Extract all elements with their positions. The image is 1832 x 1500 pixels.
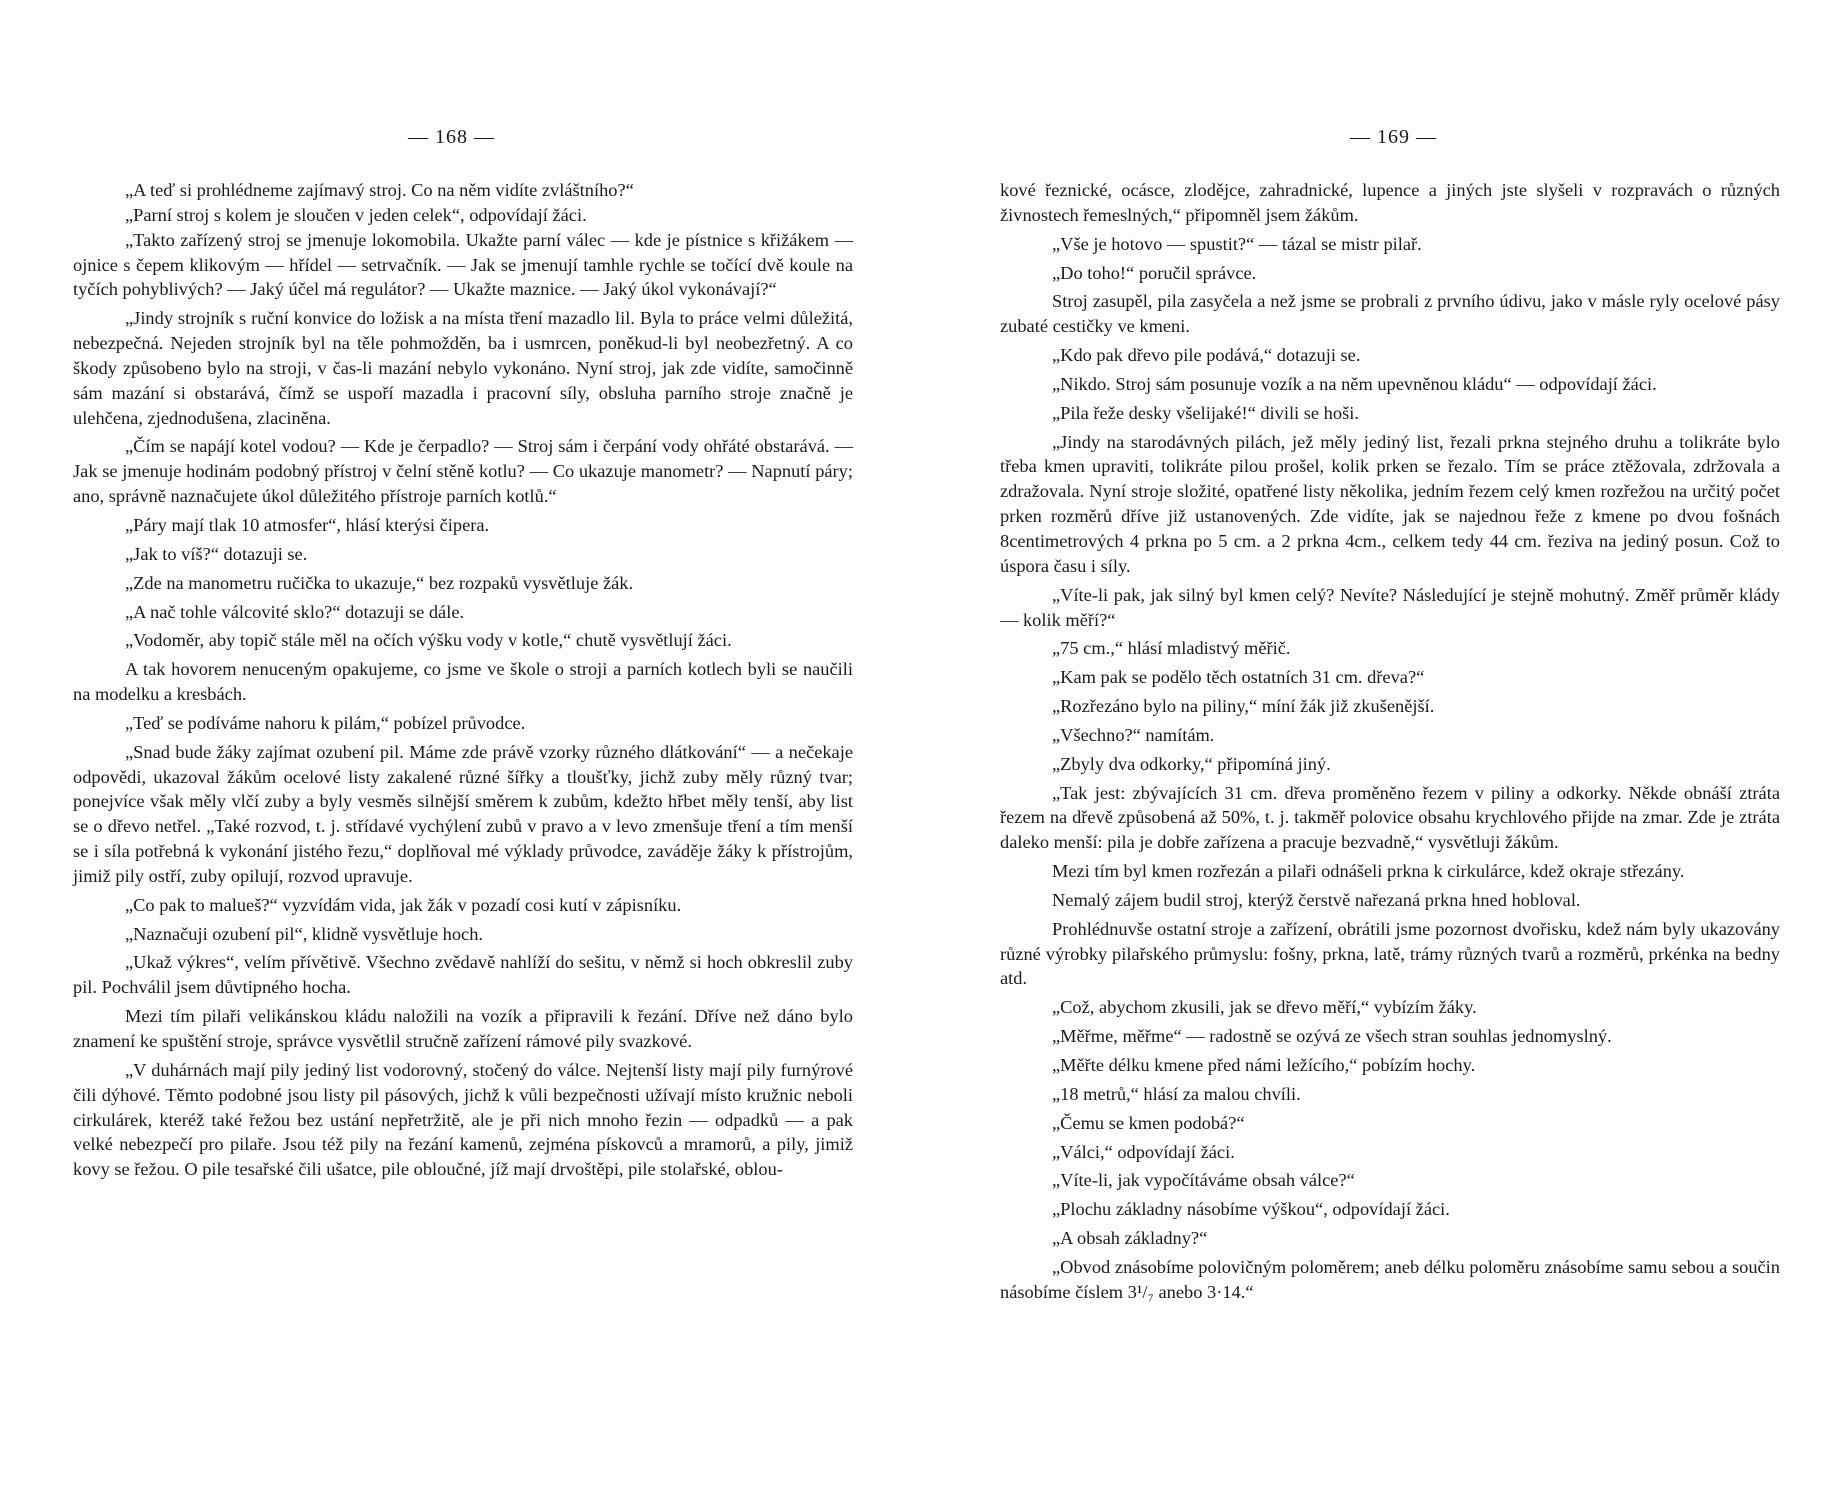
page-number-169: — 169 — bbox=[1350, 126, 1437, 148]
paragraph: „Měřte délku kmene před námi ležícího,“ pobízím hochy. bbox=[1052, 1055, 1476, 1075]
paragraph: „Takto zařízený stroj se jmenuje lokomobila. Ukažte parní válec — kde je pístnice s křižákem — ojnice s čepem klikovým — hřídel — setrvačník. — Jak se jmenují tamhle rychle se točící dvě koule na tyčích pohyblivých? — Jaký účel má regulátor? — Ukažte maznice. — Jaký úkol vykonávají?“ bbox=[73, 229, 853, 300]
paragraph: „Páry mají tlak 10 atmosfer“, hlásí kterýsi čipera. bbox=[125, 514, 490, 535]
paragraph: „Zde na manometru ručička to ukazuje,“ bez rozpaků vysvětluje žák. bbox=[125, 572, 634, 593]
paragraph: „Obvod znásobíme polovičným poloměrem; aneb délku poloměru znásobíme samu sebou a součin násobíme číslem 3¹/₇ anebo 3·14.“ bbox=[1000, 1256, 1780, 1302]
paragraph: „Čím se napájí kotel vodou? — Kde je čerpadlo? — Stroj sám i čerpání vody ohřáté obstarává. — Jak se jmenuje hodinám podobný přístroj v čelní stěně kotlu? — Co ukazuje manometr? — Napnutí páry; ano, správně naznačujete úkol důležitého přístroje parních kotlů.“ bbox=[73, 436, 853, 507]
paragraph: Stroj zasupěl, pila zasyčela a než jsme se probrali z prvního údivu, jako v másle ryly ocelové pásy zubaté cestičky ve kmeni. bbox=[1000, 291, 1780, 337]
paragraph: „Vodoměr, aby topič stále měl na očích výšku vody v kotle,“ chutě vysvětlují žáci. bbox=[125, 630, 732, 651]
paragraph: „Snad bude žáky zajímat ozubení pil. Máme zde právě vzorky různého dlátkování“ — a nečekaje odpovědi, ukazoval žákům ocelové listy zakalené různé šířky a tloušťky, jichž zuby měly různý tvar; ponejvíce však měly vlčí zuby a byly vesměs silnější směrem k zubům, kdežto hřbet měly tenší, aby list se o dřevo netřel. „Také rozvod, t. j. střídavé vychýlení zubů v pravo a v levo zmenšuje tření a tím menší se i síla potřebná k vykonání jistého řezu,“ doplňoval mé výklady průvodce, zaváděje žáky k přístrojům, jimiž pily ostří, zuby opilují, rozvod upravuje. bbox=[73, 741, 853, 886]
page-number-168: — 168 — bbox=[408, 126, 495, 148]
paragraph: „Rozřezáno bylo na piliny,“ míní žák již zkušenější. bbox=[1052, 696, 1435, 717]
paragraph: A tak hovorem nenuceným opakujeme, co jsme ve škole o stroji a parních kotlech byli se naučili na modelku a kresbách. bbox=[73, 659, 853, 705]
paragraph: „Jindy strojník s ruční konvice do ložisk a na místa tření mazadlo lil. Byla to práce velmi důležitá, nebezpečná. Nejeden strojník byl na těle pohmožděn, ba i usmrcen, poněkud-li byl neobezřetný. A co škody způsobeno bylo na stroji, v čas-li mazání nebylo vykonáno. Nyní stroj, jak zde vidíte, samočinně sám mazání si obstarává, čímž se uspoří mazadla i pracovní síly, obsluha parního stroje značně je ulehčena, zjednodušena, zlaciněna. bbox=[73, 308, 853, 428]
paragraph: „Teď se podíváme nahoru k pilám,“ pobízel průvodce. bbox=[125, 712, 526, 733]
paragraph: „Co pak to malueš?“ vyzvídám vida, jak žák v pozadí cosi kutí v zápisníku. bbox=[125, 894, 682, 915]
paragraph: „Parní stroj s kolem je sloučen v jeden celek“, odpovídají žáci. bbox=[125, 204, 587, 225]
paragraph: „Plochu základny násobíme výškou“, odpovídají žáci. bbox=[1052, 1199, 1450, 1220]
right-page bbox=[916, 0, 1832, 1500]
paragraph: „V duhárnách mají pily jediný list vodorovný, stočený do válce. Nejtenší listy mají pily furnýrové čili dýhové. Těmto podobné jsou listy pil pásových, jichž k vůli bezpečnosti užívají místo kružnic neboli cirkulárek, kteréž také řežou bez ustání nepřetržitě, ale je při nich mnoho řezin — odpadků — a pak velké nebezpečí pro pilaře. Jsou též pily na řezání kamenů, zejména pískovců a mramorů, a pily, jimiž kovy se řežou. O pile tesařské čili ušatce, pile obloučné, jíž mají drvoštěpi, pile stolařské, oblou- bbox=[73, 1059, 853, 1180]
paragraph: „Všechno?“ namítám. bbox=[1052, 724, 1215, 745]
continuation-paragraph: kové řeznické, ocásce, zlodějce, zahradnické, lupence a jiných jste slyšeli v rozpravách o různých živnostech řemeslných,“ připomněl jsem žákům. bbox=[1000, 180, 1780, 225]
paragraph: „Tak jest: zbývajících 31 cm. dřeva proměněno řezem v piliny a odkorky. Někde obnáší ztráta řezem na dřevě způsobená až 50%, t. j. takměř polovice obsahu krychlového přijde na zmar. Zde je ztráta daleko menší: pila je dobře zařízena a pracuje bezvadně,“ vysvětluji žákům. bbox=[1000, 782, 1780, 853]
paragraph: „Ukaž výkres“, velím přívětivě. Všechno zvědavě nahlíží do sešitu, v němž si hoch obkreslil zuby pil. Pochválil jsem důvtipného hocha. bbox=[73, 952, 853, 998]
paragraph: Nemalý zájem budil stroj, kterýž čerstvě nařezaná prkna hned hobloval. bbox=[1052, 889, 1581, 910]
paragraph: „A obsah základny?“ bbox=[1052, 1228, 1208, 1249]
paragraph: „A nač tohle válcovité sklo?“ dotazuji se dále. bbox=[125, 601, 465, 622]
paragraph: „Měřme, měřme“ — radostně se ozývá ze všech stran souhlas jednomyslný. bbox=[1052, 1026, 1612, 1047]
paragraph: „Do toho!“ poručil správce. bbox=[1052, 262, 1257, 283]
paragraph: „Válci,“ odpovídají žáci. bbox=[1052, 1141, 1235, 1162]
paragraph: „75 cm.,“ hlásí mladistvý měřič. bbox=[1052, 638, 1291, 659]
paragraph: „Jak to víš?“ dotazuji se. bbox=[125, 543, 308, 564]
paragraph: „Pila řeže desky všelijaké!“ divili se hoši. bbox=[1052, 402, 1359, 423]
paragraph: Mezi tím byl kmen rozřezán a pilaři odnášeli prkna k cirkulárce, kdež okraje střezány. bbox=[1052, 861, 1685, 882]
paragraph: Prohlédnuvše ostatní stroje a zařízení, obrátili jsme pozornost dvořisku, kdež nám byly ukazovány různé výrobky pilařského průmyslu: fošny, prkna, latě, trámy různých tvarů a rozměrů, prkénka na bedny atd. bbox=[1000, 918, 1780, 989]
paragraph: „A teď si prohlédneme zajímavý stroj. Co na něm vidíte zvláštního?“ bbox=[125, 180, 634, 200]
paragraph: Mezi tím pilaři velikánskou kládu naložili na vozík a připravili k řezání. Dříve než dáno bylo znamení ke spuštění stroje, správce vysvětlil stručně zařízení rámové pily svazkové. bbox=[73, 1006, 853, 1051]
paragraph: „Víte-li, jak vypočítáváme obsah válce?“ bbox=[1052, 1170, 1355, 1191]
paragraph: „Kdo pak dřevo pile podává,“ dotazuji se. bbox=[1052, 345, 1361, 366]
left-page-text bbox=[73, 178, 853, 1186]
paragraph: „Což, abychom zkusili, jak se dřevo měří,“ vybízím žáky. bbox=[1052, 997, 1477, 1018]
paragraph: „Zbyly dva odkorky,“ připomíná jiný. bbox=[1052, 753, 1331, 774]
right-page-text bbox=[1000, 178, 1780, 1309]
paragraph: „18 metrů,“ hlásí za malou chvíli. bbox=[1052, 1083, 1301, 1104]
paragraph: „Kam pak se podělo těch ostatních 31 cm. dřeva?“ bbox=[1052, 667, 1425, 688]
paragraph: „Naznačuji ozubení pil“, klidně vysvětluje hoch. bbox=[125, 923, 483, 944]
paragraph: „Čemu se kmen podobá?“ bbox=[1052, 1112, 1245, 1133]
paragraph: „Vše je hotovo — spustit?“ — tázal se mistr pilař. bbox=[1052, 233, 1422, 254]
paragraph: „Nikdo. Stroj sám posunuje vozík a na něm upevněnou kládu“ — odpovídají žáci. bbox=[1052, 373, 1657, 394]
paragraph: „Jindy na starodávných pilách, jež měly jediný list, řezali prkna stejného druhu a tolikráte bylo třeba kmen upraviti, tolikráte pilou prošel, kolik prken se řezalo. Tím se práce ztěžovala, zdržovala a zdražovala. Nyní stroje složité, opatřené listy několika, jedním řezem celý kmen rozřežou na určitý počet prken rozměrů dříve již ustanovených. Zde vidíte, jak se najednou řeže z kmene po dvou fošnách 8centimetrových 4 prkna po 5 cm. a 2 prkna 4cm., celkem tedy 44 cm. řeziva na jediný posun. Což to úspora času i síly. bbox=[1000, 431, 1780, 576]
paragraph: „Víte-li pak, jak silný byl kmen celý? Nevíte? Následující je stejně mohutný. Změř průměr klády — kolik měří?“ bbox=[1000, 584, 1780, 630]
